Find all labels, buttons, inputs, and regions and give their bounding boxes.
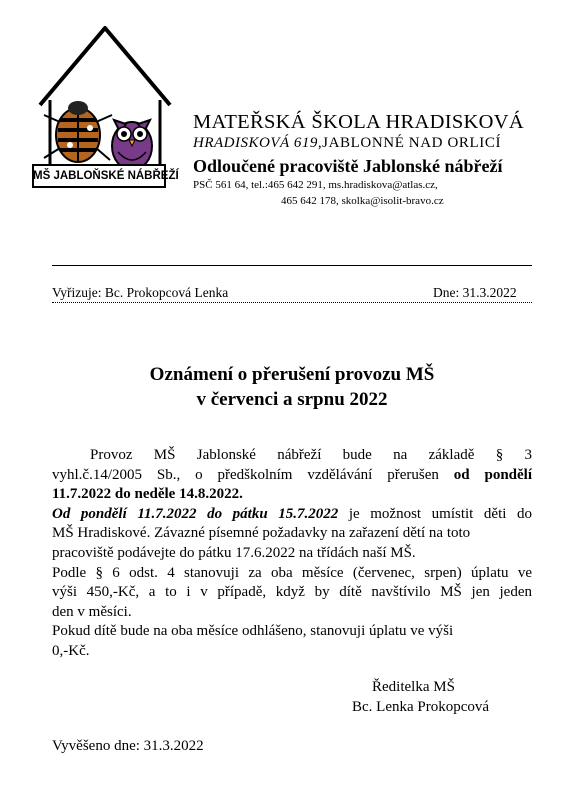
body-bold-text: 11.7.2022 do neděle 14.8.2022.: [52, 486, 243, 503]
handler: Vyřizuje: Bc. Prokopcová Lenka: [52, 285, 229, 300]
body-line: [52, 505, 532, 525]
body-line: Provoz MŠ Jablonské nábřeží bude na základě § 3: [90, 447, 532, 463]
body-bold-italic-text: Od pondělí 11.7.2022 do pátku 15.7.2022: [52, 505, 339, 522]
branch-name: Odloučené pracoviště Jablonské nábřeží: [193, 156, 503, 176]
body-line: Pokud dítě bude na oba měsíce odhlášeno, stanovuji úplatu ve výši: [52, 623, 454, 640]
body-line: MŠ Hradiskové. Závazné písemné požadavky na zařazení dětí na toto: [52, 525, 471, 542]
beetle-icon: [44, 101, 112, 162]
address-street: HRADISKOVÁ 619,: [193, 135, 323, 151]
contact-line-2: 465 642 178, skolka@isolit-bravo.cz: [281, 195, 444, 207]
document-body: [52, 446, 532, 662]
school-name: MATEŘSKÁ ŠKOLA HRADISKOVÁ: [193, 111, 524, 133]
document-title: [52, 362, 532, 412]
header-divider: [52, 265, 532, 266]
body-line: 0,-Kč.: [52, 642, 90, 659]
logo-label: MŠ JABLOŇSKÉ NÁBŘEŽÍ: [33, 170, 179, 182]
body-text: vyhl.č.14/2005 Sb., o předškolním vzdělávání přerušen: [52, 466, 439, 483]
body-line: pracoviště podávejte do pátku 17.6.2022 na třídách naší MŠ.: [52, 544, 416, 561]
address: [193, 135, 501, 152]
contact-line-1: PSČ 561 64, tel.:465 642 291, ms.hradiskova@atlas.cz,: [193, 179, 438, 191]
body-text: je možnost umístit děti do: [348, 505, 533, 522]
body-line: [52, 485, 532, 505]
body-line: výši 450,-Kč, a to i v případě, když by dítě navštívilo MŠ jen jeden: [52, 584, 532, 601]
signature-role: Ředitelka MŠ: [372, 679, 455, 695]
document-date: Dne: 31.3.2022: [433, 285, 517, 300]
body-bold-text: od pondělí: [453, 466, 532, 483]
signature-name: Bc. Lenka Prokopcová: [352, 699, 490, 715]
address-city: JABLONNÉ NAD ORLICÍ: [322, 135, 502, 151]
body-line: [52, 466, 532, 486]
meta-divider: [52, 302, 532, 303]
posted-date: Vyvěšeno dne: 31.3.2022: [52, 738, 204, 754]
title-line-2: v červenci a srpnu 2022: [196, 389, 388, 410]
body-line: den v měsíci.: [52, 603, 132, 620]
body-line: Podle § 6 odst. 4 stanovuji za oba měsíce (červenec, srpen) úplatu ve: [52, 564, 532, 581]
title-line-1: Oznámení o přerušení provozu MŠ: [149, 364, 435, 385]
